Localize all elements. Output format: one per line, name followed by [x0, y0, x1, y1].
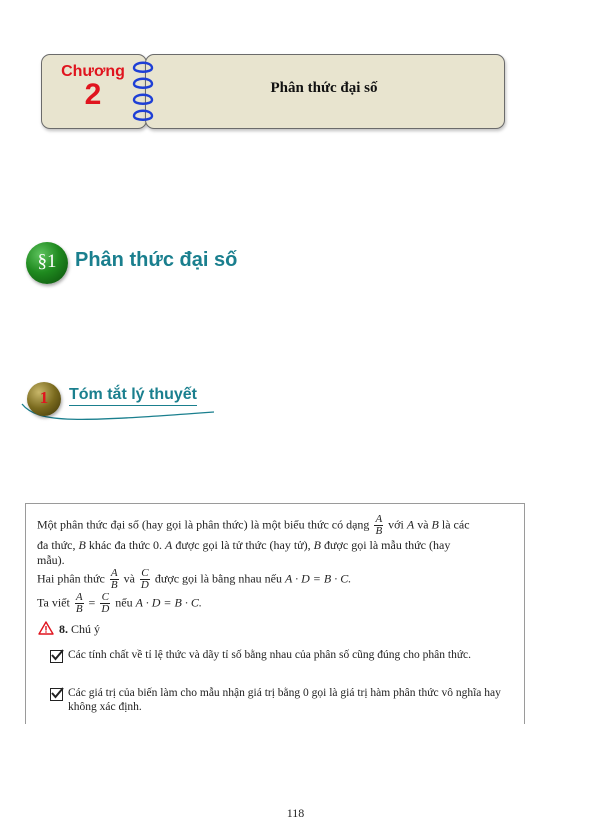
checkbox-icon: [50, 688, 63, 701]
chapter-word: Chương: [61, 63, 125, 80]
theory-line-2: đa thức, B khác đa thức 0. A được gọi là tử thức (hay tử), B được gọi là mẫu thức (hay: [37, 538, 451, 552]
section-title: Phân thức đại số: [75, 249, 238, 271]
chapter-title: Phân thức đại số: [270, 80, 378, 96]
note-bullet-1: Các tính chất về tỉ lệ thức và dãy tỉ số bằng nhau của phân số cũng đúng cho phân thức.: [68, 649, 472, 661]
section-number: §1: [37, 251, 57, 272]
checkbox-icon: [50, 650, 63, 663]
note-bullet-2: Các giá trị của biến làm cho mẫu nhận giá trị bằng 0 gọi là giá trị hàm phân thức vô nghĩa hay không xác định.: [68, 687, 501, 713]
subsection-title: Tóm tắt lý thuyết: [69, 386, 197, 406]
fraction-a-over-b: $\frac{A}{B}$: [375, 513, 383, 537]
page-number: 118: [286, 806, 305, 820]
theory-line-1: Một phân thức đại số (hay gọi là phân thức) là một biểu thức có dạng $\frac{A}{B}$ với A và B là các: [37, 513, 470, 537]
subsection-number: 1: [39, 388, 49, 407]
theory-line-3: mẫu).: [37, 553, 65, 567]
equality-line: Hai phân thức $\frac{A}{B}$ và $\frac{C}{D}$ được gọi là bằng nhau nếu A · D = B · C.: [37, 567, 352, 591]
chapter-number: 2: [84, 78, 102, 111]
notation-line: Ta viết $\frac{A}{B}$ = $\frac{C}{D}$ nếu A · D = B · C.: [37, 591, 202, 615]
note-heading: 8. Chú ý: [59, 622, 101, 636]
warning-icon: [38, 621, 54, 635]
